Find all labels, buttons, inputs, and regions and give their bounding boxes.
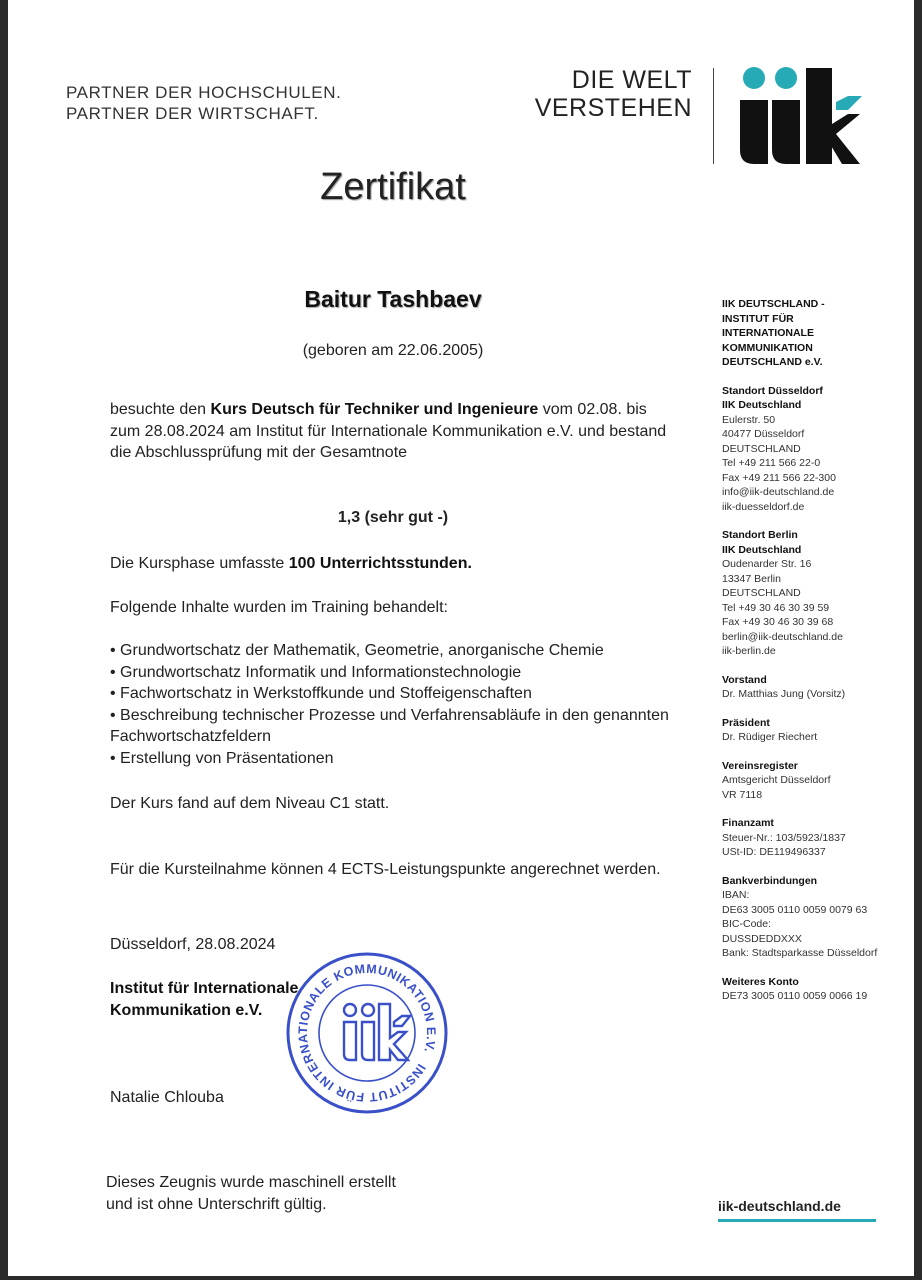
list-item: • Erstellung von Präsentationen	[110, 749, 334, 767]
info-line: DEUTSCHLAND	[722, 587, 801, 599]
info-line: Eulerstr. 50	[722, 413, 776, 426]
info-line: VR 7118	[722, 788, 763, 801]
sidebar-berlin	[722, 528, 902, 659]
hours-paragraph	[110, 553, 680, 575]
info-line: Dr. Rüdiger Riechert	[722, 731, 818, 743]
sidebar-bank	[722, 874, 902, 961]
info-line: DEUTSCHLAND	[722, 442, 801, 455]
stamp-logo	[344, 1004, 410, 1060]
section-heading: Bankverbindungen	[722, 874, 818, 887]
hours-value: 100 Unterrichtsstunden.	[288, 555, 472, 572]
contents-list	[110, 640, 680, 769]
slogan	[528, 66, 692, 122]
hours-pre: Die Kursphase umfasste	[110, 555, 289, 572]
info-line: Tel +49 211 566 22-0	[722, 457, 821, 469]
org-line: DEUTSCHLAND e.V.	[722, 356, 823, 368]
logo-k-accent	[836, 96, 862, 110]
list-item: • Fachwortschatz in Werkstoffkunde und Stoffeigenschaften	[110, 685, 532, 702]
birth-date: (geboren am 22.06.2005)	[302, 342, 484, 359]
info-line: iik-berlin.de	[722, 645, 776, 657]
certificate-title: Zertifikat	[320, 166, 466, 208]
info-line: BIC-Code:	[722, 918, 772, 930]
info-line: Fax +49 211 566 22-300	[722, 471, 836, 484]
iik-logo	[732, 62, 862, 170]
info-line: Tel +49 30 46 30 39 59	[722, 601, 830, 614]
sidebar-konto	[722, 975, 902, 1004]
info-line: 40477 Düsseldorf	[722, 428, 805, 440]
sidebar-vereinsregister	[722, 759, 902, 803]
logo-dot-1	[743, 67, 765, 89]
info-line: iik-duesseldorf.de	[722, 500, 805, 513]
section-heading: Standort Düsseldorf	[722, 384, 823, 397]
website-link[interactable]: iik-deutschland.de	[718, 1198, 841, 1214]
sidebar-praesident	[722, 716, 902, 745]
logo-dot-2	[775, 67, 797, 89]
sidebar-duesseldorf	[722, 384, 902, 515]
org-line: KOMMUNIKATION	[722, 341, 813, 354]
logo-k-leg	[830, 114, 860, 164]
info-line: Bank: Stadtsparkasse Düsseldorf	[722, 947, 878, 959]
note-line-1: Dieses Zeugnis wurde maschinell erstellt	[106, 1174, 396, 1191]
info-line: Steuer-Nr.: 103/5923/1837	[722, 831, 846, 844]
section-heading: Vereinsregister	[722, 759, 798, 772]
org-line: IIK DEUTSCHLAND -	[722, 298, 825, 310]
info-line: DE73 3005 0110 0059 0066 19	[722, 990, 868, 1002]
info-line: IBAN:	[722, 889, 750, 901]
intro-post: vom 02.08. bis zum 28.08.2024 am Institut für Internationale Kommunikation e.V. und bestand die Abschlussprüfung mit der Gesamtnote	[110, 401, 667, 461]
sidebar-finanzamt	[722, 816, 902, 860]
logo-k-stem	[806, 68, 832, 164]
signatory-name: Natalie Chlouba	[110, 1089, 224, 1106]
certificate-page	[8, 0, 914, 1276]
sidebar-info	[722, 297, 902, 1018]
sidebar-vorstand	[722, 673, 902, 702]
partner-line-1: PARTNER DER HOCHSCHULEN.	[66, 83, 342, 102]
institute-line-1: Institut für Internationale	[110, 980, 299, 997]
info-line: info@iik-deutschland.de	[722, 486, 835, 498]
info-line: DUSSDEDDXXX	[722, 932, 802, 945]
ects-text: Für die Kursteilnahme können 4 ECTS-Leistungspunkte angerechnet werden.	[110, 861, 661, 878]
header-divider	[713, 68, 714, 164]
stamp-logo-text: iik	[284, 950, 285, 951]
institute-stamp	[284, 950, 450, 1116]
logo-i-2	[772, 100, 800, 164]
intro-pre: besuchte den	[110, 401, 211, 418]
list-item: • Grundwortschatz Informatik und Informationstechnologie	[110, 663, 522, 681]
info-line: 13347 Berlin	[722, 572, 781, 585]
section-heading: Standort Berlin	[722, 529, 798, 541]
course-name: Kurs Deutsch für Techniker und Ingenieure	[210, 401, 539, 418]
machine-generated-note	[106, 1172, 396, 1215]
org-line: INSTITUT FÜR	[722, 312, 794, 325]
section-heading: Vorstand	[722, 673, 767, 686]
list-item: • Beschreibung technischer Prozesse und Verfahrensabläufe in den genannten Fachwortschatzfeldern	[110, 706, 669, 745]
institute-line-2: Kommunikation e.V.	[110, 1001, 263, 1019]
info-line: USt-ID: DE119496337	[722, 846, 826, 858]
list-item: • Grundwortschatz der Mathematik, Geometrie, anorganische Chemie	[110, 642, 604, 659]
section-subheading: IIK Deutschland	[722, 543, 802, 556]
recipient-name: Baitur Tashbaev	[304, 286, 482, 312]
section-subheading: IIK Deutschland	[722, 399, 802, 411]
place-date: Düsseldorf, 28.08.2024	[110, 936, 276, 953]
info-line: DE63 3005 0110 0059 0079 63	[722, 903, 868, 916]
partner-line-2: PARTNER DER WIRTSCHAFT.	[66, 104, 319, 123]
logo-text: iik	[732, 62, 733, 63]
slogan-line-1: DIE WELT	[571, 66, 692, 94]
info-line: Amtsgericht Düsseldorf	[722, 774, 831, 786]
info-line: Dr. Matthias Jung (Vorsitz)	[722, 688, 846, 700]
stamp-outer-ring	[288, 954, 446, 1112]
stamp-ring-text: INSTITUT FÜR INTERNATIONALE KOMMUNIKATION E.V.	[295, 961, 439, 1105]
section-heading: Weiteres Konto	[722, 975, 799, 988]
sidebar-org	[722, 297, 902, 370]
note-line-2: und ist ohne Unterschrift gültig.	[106, 1195, 327, 1213]
level-text: Der Kurs fand auf dem Niveau C1 statt.	[110, 795, 390, 812]
course-paragraph	[110, 399, 680, 464]
final-grade: 1,3 (sehr gut -)	[337, 509, 449, 526]
partner-tagline	[66, 82, 341, 124]
org-line: INTERNATIONALE	[722, 327, 814, 339]
footer-accent-line	[718, 1219, 876, 1222]
contents-intro: Folgende Inhalte wurden im Training behandelt:	[110, 599, 448, 616]
info-line: berlin@iik-deutschland.de	[722, 630, 843, 643]
section-heading: Finanzamt	[722, 817, 774, 829]
section-heading: Präsident	[722, 716, 770, 729]
slogan-line-2: VERSTEHEN	[534, 94, 692, 122]
info-line: Fax +49 30 46 30 39 68	[722, 616, 834, 628]
logo-i-1	[740, 100, 768, 164]
info-line: Oudenarder Str. 16	[722, 558, 812, 570]
